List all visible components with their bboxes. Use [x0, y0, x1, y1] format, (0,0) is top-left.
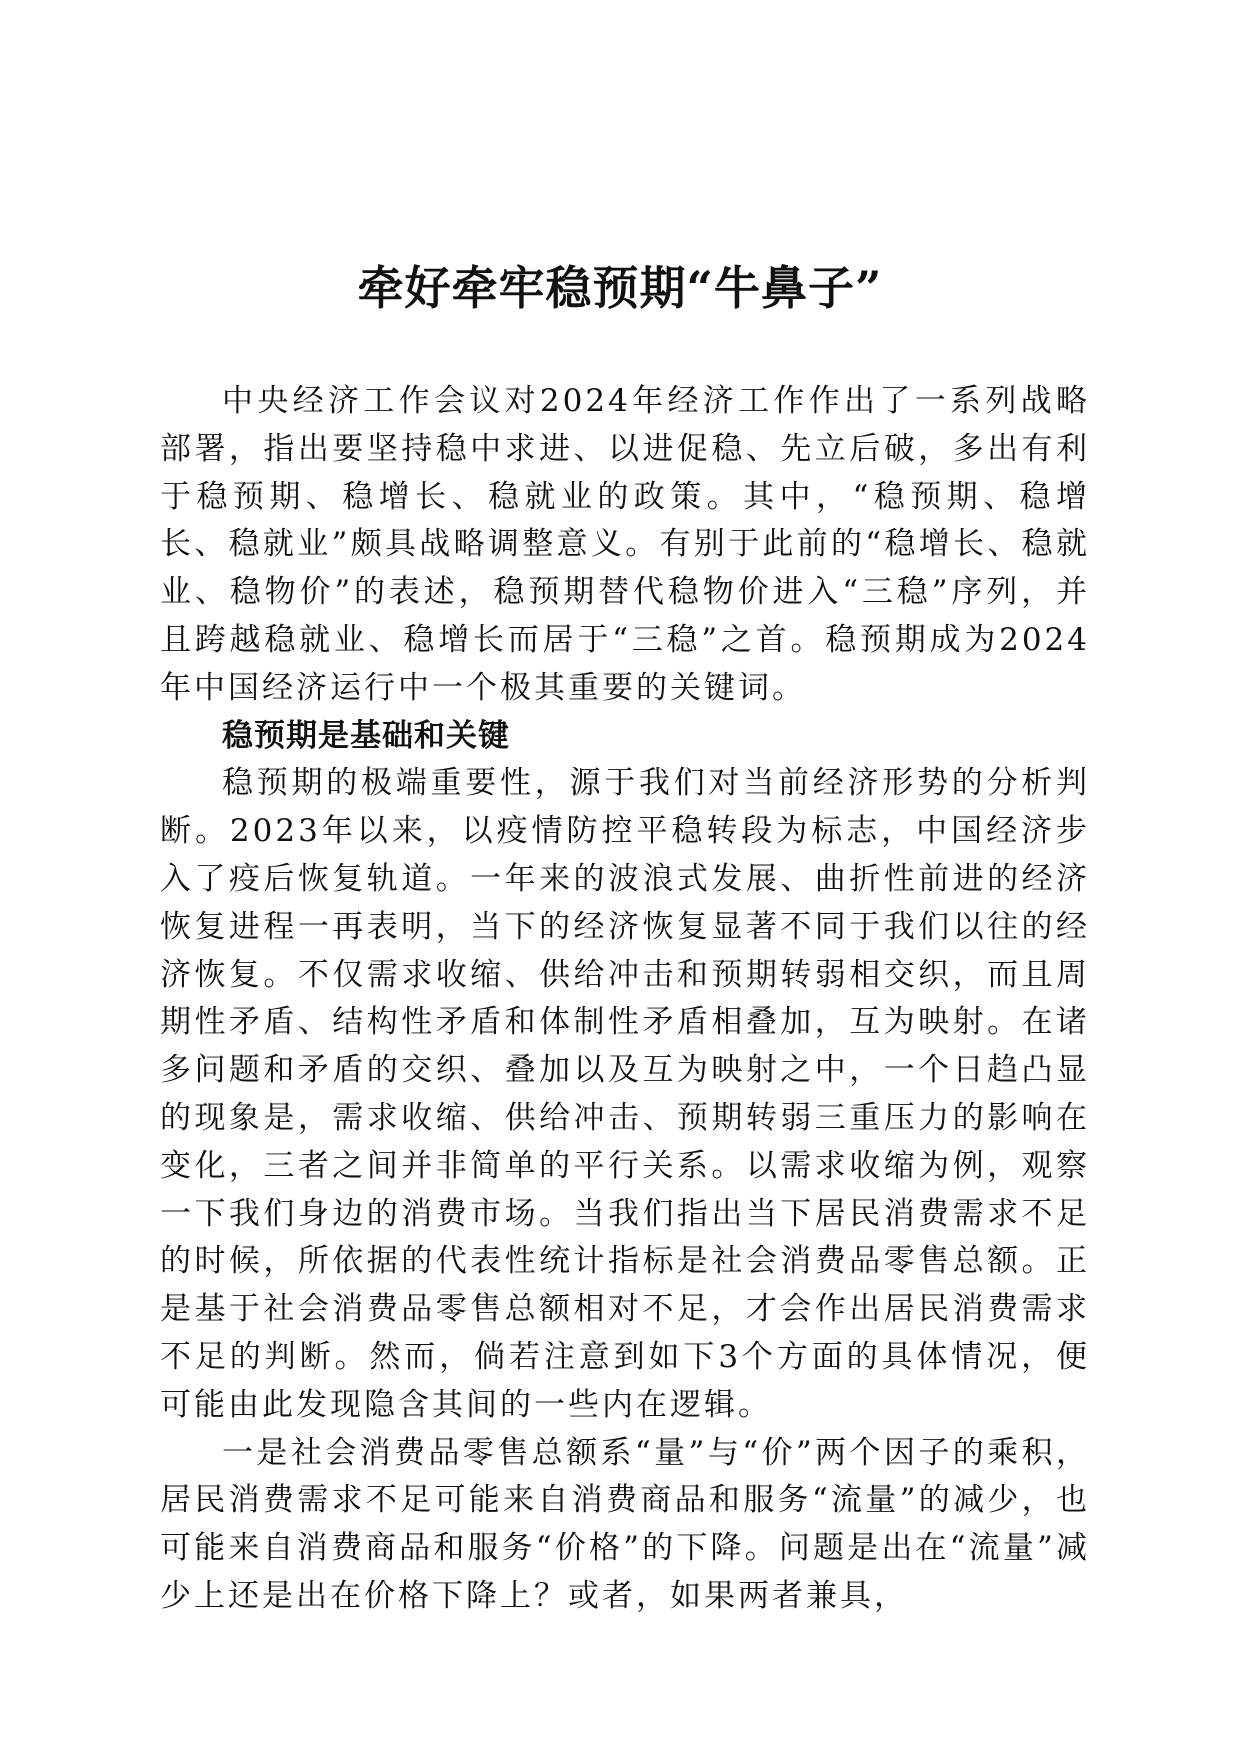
body-paragraph: 一是社会消费品零售总额系“量”与“价”两个因子的乘积，居民消费需求不足可能来自消费商品和服务“流量”的减少，也可能来自消费商品和服务“价格”的下降。问题是出在“流量”减少上还是出在价格下降上？或者，如果两者兼具， — [160, 1434, 1090, 1614]
section-heading: 稳预期是基础和关键 — [222, 717, 510, 754]
document-body — [160, 378, 1090, 1621]
intro-paragraph: 中央经济工作会议对2024年经济工作作出了一系列战略部署，指出要坚持稳中求进、以进促稳、先立后破，多出有利于稳预期、稳增长、稳就业的政策。其中，“稳预期、稳增长、稳就业”颇具战略调整意义。有别于此前的“稳增长、稳就业、稳物价”的表述，稳预期替代稳物价进入“三稳”序列，并且跨越稳就业、稳增长而居于“三稳”之首。稳预期成为2024年中国经济运行中一个极其重要的关键词。 — [160, 383, 1090, 706]
body-paragraph: 稳预期的极端重要性，源于我们对当前经济形势的分析判断。2023年以来，以疫情防控平稳转段为标志，中国经济步入了疫后恢复轨道。一年来的波浪式发展、曲折性前进的经济恢复进程一再表明，当下的经济恢复显著不同于我们以往的经济恢复。不仅需求收缩、供给冲击和预期转弱相交织，而且周期性矛盾、结构性矛盾和体制性矛盾相叠加，互为映射。在诸多问题和矛盾的交织、叠加以及互为映射之中，一个日趋凸显的现象是，需求收缩、供给冲击、预期转弱三重压力的影响在变化，三者之间并非简单的平行关系。以需求收缩为例，观察一下我们身边的消费市场。当我们指出当下居民消费需求不足的时候，所依据的代表性统计指标是社会消费品零售总额。正是基于社会消费品零售总额相对不足，才会作出居民消费需求不足的判断。然而，倘若注意到如下3个方面的具体情况，便可能由此发现隐含其间的一些内在逻辑。 — [160, 765, 1090, 1423]
document-title: 牵好牵牢稳预期“牛鼻子” — [357, 261, 883, 315]
